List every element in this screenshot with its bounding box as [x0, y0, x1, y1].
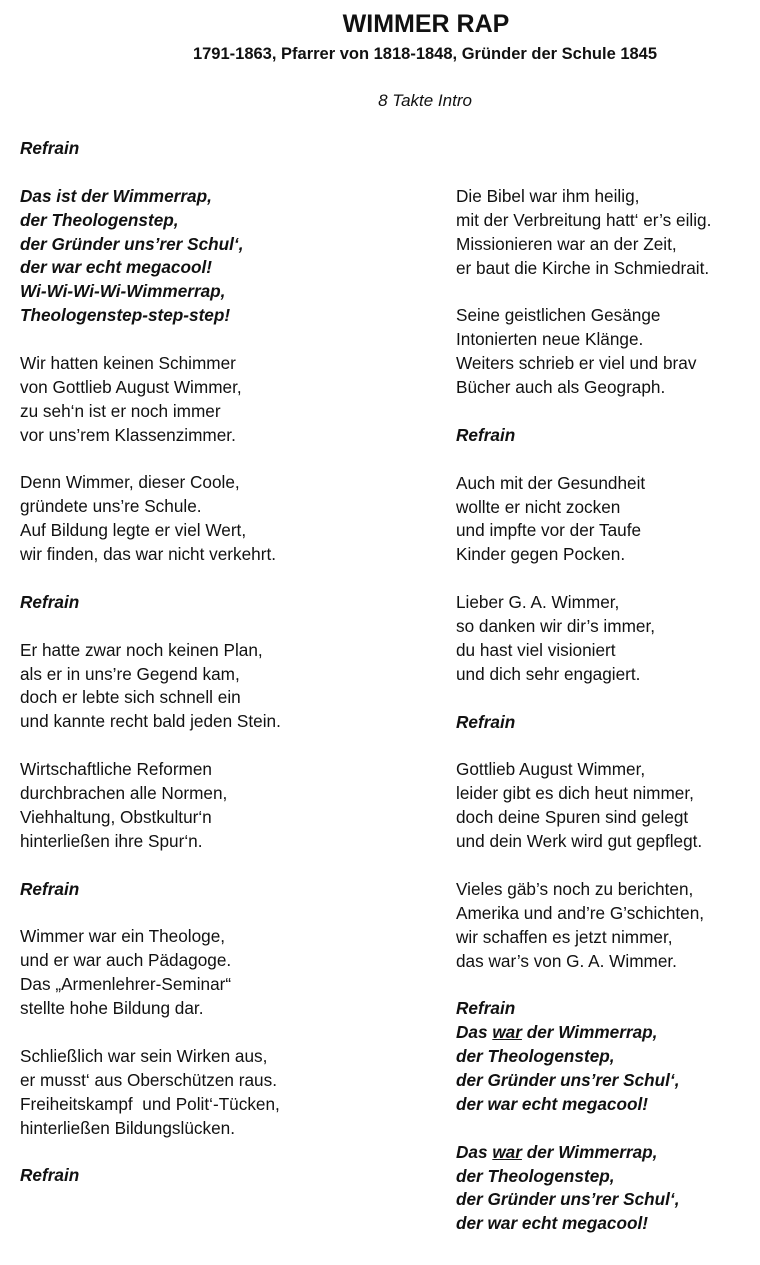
lyric-line: von Gottlieb August Wimmer, — [20, 376, 242, 397]
lyric-line: und er war auch Pädagoge. — [20, 950, 232, 971]
verse-stanza — [456, 185, 756, 281]
lyric-line: als er in uns’re Gegend kam, — [20, 663, 240, 684]
lyric-line: gründete uns’re Schule. — [20, 496, 202, 517]
lyric-line: wir schaffen es jetzt nimmer, — [456, 926, 673, 947]
lyric-line: leider gibt es dich heut nimmer, — [456, 783, 694, 804]
lyric-line: doch er lebte sich schnell ein — [20, 687, 241, 708]
verse-stanza — [20, 925, 420, 1021]
refrain-label: Refrain — [20, 591, 80, 612]
lyric-line: zu seh‘n ist er noch immer — [20, 400, 221, 421]
lyric-line — [456, 1021, 756, 1045]
lyric-line: Die Bibel war ihm heilig, — [456, 186, 640, 206]
chorus-stanza — [20, 185, 420, 328]
lyric-line: durchbrachen alle Normen, — [20, 783, 228, 804]
lyric-line: Amerika und and’re G’schichten, — [456, 902, 705, 923]
lyric-line: Viehhaltung, Obstkultur‘n — [20, 806, 212, 827]
lyric-line: der Theologenstep, — [456, 1046, 615, 1067]
lyric-line: Seine geistlichen Gesänge — [456, 305, 661, 326]
lyric-line: und dich sehr engagiert. — [456, 663, 641, 684]
verse-stanza — [456, 878, 756, 974]
lyric-line — [456, 1141, 756, 1165]
verse-stanza — [456, 304, 756, 400]
lyric-line: wir finden, das war nicht verkehrt. — [20, 544, 277, 565]
lyric-line: Wi-Wi-Wi-Wi-Wimmerrap, — [20, 281, 226, 302]
lyric-line: Das „Armenlehrer-Seminar“ — [20, 974, 232, 995]
lyric-line: und dein Werk wird gut gepflegt. — [456, 831, 703, 852]
lyric-line: er baut die Kirche in Schmiedrait. — [456, 257, 710, 278]
lyric-line: Vieles gäb’s noch zu berichten, — [456, 878, 694, 899]
lyric-line: vor uns’rem Klassenzimmer. — [20, 424, 236, 445]
lyric-line: und kannte recht bald jeden Stein. — [20, 711, 281, 732]
refrain-label: Refrain — [456, 998, 516, 1019]
lyric-line: doch deine Spuren sind gelegt — [456, 807, 689, 828]
left-column — [20, 137, 420, 1188]
lyric-line: Lieber G. A. Wimmer, — [456, 592, 620, 613]
lyric-line: Bücher auch als Geograph. — [456, 377, 666, 398]
refrain-label: Refrain — [20, 1165, 80, 1186]
chorus-rest: der Wimmerrap, — [521, 1022, 658, 1043]
lyric-line: wollte er nicht zocken — [456, 496, 621, 517]
lyric-line: der Gründer uns’rer Schul‘, — [456, 1069, 680, 1090]
lyric-line: Missionieren war an der Zeit, — [456, 233, 677, 254]
lyric-line: du hast viel visioniert — [456, 639, 616, 660]
lyric-line: Weiters schrieb er viel und brav — [456, 353, 697, 374]
underlined-word: war — [492, 1022, 522, 1043]
verse-stanza — [456, 758, 756, 854]
lyric-line: Kinder gegen Pocken. — [456, 544, 626, 565]
lyric-line: Auch mit der Gesundheit — [456, 472, 646, 493]
chorus-rest: der Wimmerrap, — [521, 1141, 658, 1162]
verse-stanza — [20, 352, 420, 448]
chorus-word: Das — [456, 1141, 493, 1162]
lyric-line: stellte hohe Bildung dar. — [20, 998, 204, 1019]
lyric-line: mit der Verbreitung hatt‘ er’s eilig. — [456, 209, 712, 230]
lyric-line: Denn Wimmer, dieser Coole, — [20, 472, 240, 493]
verse-stanza — [456, 591, 756, 687]
chorus-word: Das — [456, 1022, 493, 1043]
lyric-line: Freiheitskampf und Polit‘-Tücken, — [20, 1093, 280, 1114]
lyric-line: Wirtschaftliche Reformen — [20, 759, 212, 780]
lyric-line: Theologenstep-step-step! — [20, 305, 231, 326]
lyric-line: hinterließen ihre Spur‘n. — [20, 830, 203, 851]
final-chorus-stanza — [456, 1021, 756, 1117]
lyric-line: der Theologenstep, — [456, 1165, 615, 1186]
song-subtitle: 1791-1863, Pfarrer von 1818-1848, Gründer der Schule 1845 — [192, 45, 658, 63]
underlined-word: war — [492, 1141, 522, 1162]
lyric-line: der war echt megacool! — [456, 1213, 648, 1234]
lyric-line: Schließlich war sein Wirken aus, — [20, 1045, 268, 1066]
verse-stanza — [20, 639, 420, 735]
song-title: WIMMER RAP — [342, 10, 510, 38]
lyric-line: Er hatte zwar noch keinen Plan, — [20, 639, 263, 660]
lyric-line: und impfte vor der Taufe — [456, 520, 642, 541]
lyric-line: er musst‘ aus Oberschützen raus. — [20, 1069, 277, 1090]
lyric-line: Auf Bildung legte er viel Wert, — [20, 520, 247, 541]
lyric-line: das war’s von G. A. Wimmer. — [456, 950, 677, 971]
right-column — [456, 185, 756, 1236]
verse-stanza — [20, 471, 420, 567]
refrain-label: Refrain — [20, 878, 80, 899]
final-chorus-stanza — [456, 1141, 756, 1237]
refrain-label: Refrain — [456, 711, 516, 732]
lyric-line: Wir hatten keinen Schimmer — [20, 353, 236, 374]
lyric-line: Das ist der Wimmerrap, — [20, 185, 212, 206]
verse-stanza — [20, 1045, 420, 1141]
lyric-line: der Theologenstep, — [20, 209, 179, 230]
lyric-line: der Gründer uns’rer Schul‘, — [20, 233, 244, 254]
refrain-label: Refrain — [20, 138, 80, 158]
intro-note: 8 Takte Intro — [378, 91, 472, 110]
lyric-line: so danken wir dir’s immer, — [456, 616, 655, 637]
lyric-line: Wimmer war ein Theologe, — [20, 926, 226, 947]
lyric-line: der Gründer uns’rer Schul‘, — [456, 1189, 680, 1210]
verse-stanza — [456, 472, 756, 568]
lyric-line: hinterließen Bildungslücken. — [20, 1117, 235, 1138]
lyric-line: Gottlieb August Wimmer, — [456, 759, 646, 780]
lyric-line: Intonierten neue Klänge. — [456, 329, 644, 350]
lyric-line: der war echt megacool! — [20, 257, 212, 278]
lyric-line: der war echt megacool! — [456, 1093, 648, 1114]
refrain-label: Refrain — [456, 424, 516, 445]
verse-stanza — [20, 758, 420, 854]
